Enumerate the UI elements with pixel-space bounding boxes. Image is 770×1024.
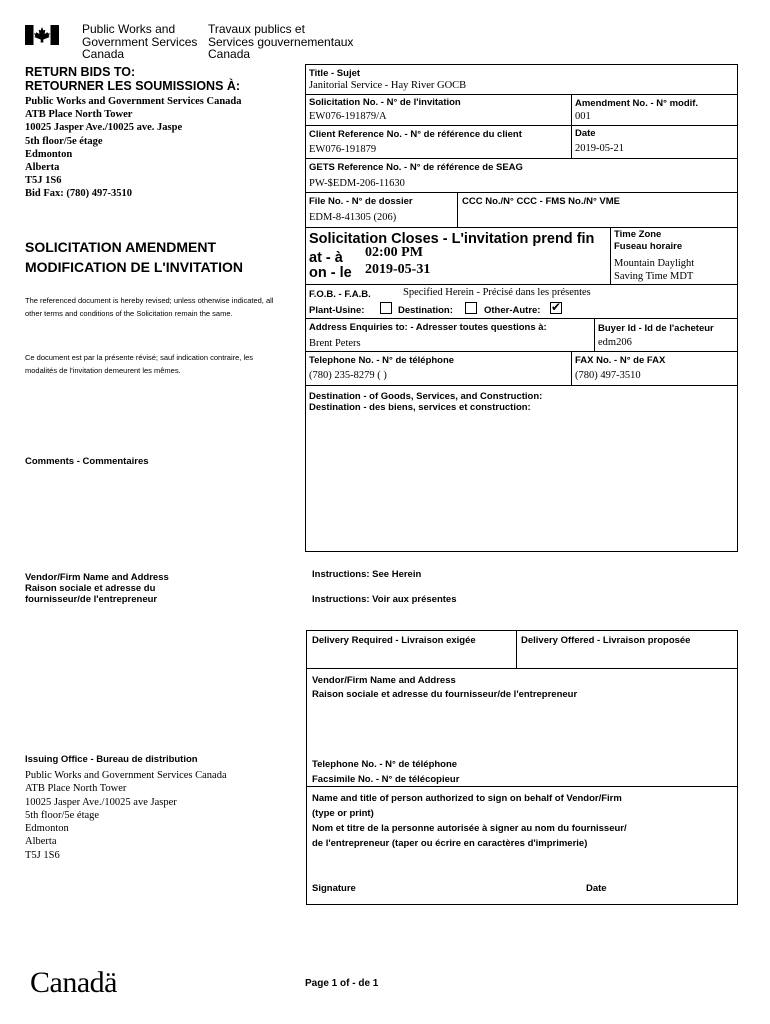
delivery-offered-field[interactable]: [520, 648, 734, 666]
solicitation-number-value: EW076-191879/A: [309, 111, 387, 122]
destination-checkbox[interactable]: [465, 302, 477, 314]
other-autre-checkbox[interactable]: [550, 302, 562, 314]
vendor-firm-label-left: Vendor/Firm Name and Address Raison sociale et adresse du fournisseur/de l'entrepreneur: [25, 572, 169, 605]
time-zone-value: Mountain Daylight Saving Time MDT: [614, 258, 695, 282]
buyer-id-label: Buyer Id - Id de l'acheteur: [598, 323, 714, 334]
amendment-number-value: 001: [575, 111, 591, 122]
authorized-person-field[interactable]: [310, 852, 734, 878]
telephone-value: (780) 235-8279 ( ): [309, 370, 387, 381]
plant-usine-checkbox[interactable]: [380, 302, 392, 314]
delivery-required-label: Delivery Required - Livraison exigée: [312, 635, 476, 646]
vendor-facsimile-label: Facsimile No. - N° de télécopieur: [312, 774, 460, 785]
time-zone-label: Time Zone Fuseau horaire: [614, 229, 683, 252]
title-label: Title - Sujet: [309, 68, 361, 79]
page-number: Page 1 of - de 1: [305, 978, 379, 989]
return-bids-address: Public Works and Government Services Canada ATB Place North Tower 10025 Jasper Ave./10025 ave. Jaspe 5th floor/5e étage Edmonton Alberta T5J 1S6 Bid Fax: (780) 497-3510: [25, 96, 242, 200]
ccc-fms-label: CCC No./N° CCC - FMS No./N° VME: [462, 196, 621, 207]
solicitation-closes-label: Solicitation Closes - L'invitation prend fin: [309, 231, 595, 247]
fax-label: FAX No. - N° de FAX: [575, 355, 666, 366]
plant-usine-label: Plant-Usine:: [309, 305, 365, 316]
client-reference-label: Client Reference No. - N° de référence du client: [309, 129, 522, 140]
canada-wordmark: Canadä: [30, 966, 117, 999]
gets-reference-value: PW-$EDM-206-11630: [309, 178, 405, 189]
delivery-offered-label: Delivery Offered - Livraison proposée: [521, 635, 691, 646]
amendment-title: SOLICITATION AMENDMENT MODIFICATION DE L'INVITATION: [25, 239, 243, 275]
fax-value: (780) 497-3510: [575, 370, 641, 381]
amendment-text-en: The referenced document is hereby revised; unless otherwise indicated, all other terms and conditions of the Solicitation remain the same.: [25, 296, 274, 318]
issuing-office-address: Public Works and Government Services Canada ATB Place North Tower 10025 Jasper Ave./10025 ave Jasper 5th floor/5e étage Edmonton Alberta T5J 1S6: [25, 770, 227, 861]
closes-at-value: 02:00 PM: [365, 245, 423, 260]
signature-label: Signature: [312, 883, 356, 894]
return-bids-heading: RETURN BIDS TO: RETOURNER LES SOUMISSIONS À:: [25, 65, 241, 93]
address-enquiries-value: Brent Peters: [309, 338, 361, 349]
date-label: Date: [575, 128, 596, 139]
canada-flag-icon: [25, 25, 59, 45]
closes-on-label: on - le: [309, 265, 352, 281]
file-number-label: File No. - N° de dossier: [309, 196, 413, 207]
date-value: 2019-05-21: [575, 143, 624, 154]
department-name-fr: Travaux publics et Services gouvernementaux Canada: [208, 22, 354, 61]
buyer-id-value: edm206: [598, 337, 632, 348]
instructions-fr: Instructions: Voir aux présentes: [312, 594, 457, 605]
solicitation-number-label: Solicitation No. - N° de l'invitation: [309, 97, 461, 108]
issuing-office-label: Issuing Office - Bureau de distribution: [25, 754, 198, 765]
instructions-en: Instructions: See Herein: [312, 569, 422, 580]
destination-goods-label: Destination - of Goods, Services, and Construction: Destination - des biens, services et construction:: [309, 391, 543, 413]
client-reference-value: EW076-191879: [309, 144, 377, 155]
fob-value: Specified Herein - Précisé dans les présentes: [403, 287, 591, 298]
department-name-en: Public Works and Government Services Canada: [82, 22, 198, 61]
authorized-person-label: Name and title of person authorized to sign on behalf of Vendor/Firm (type or print) Nom et titre de la personne autorisée à signer au nom du fournisseur/ de l'entrepreneur (taper ou écrire en caractères d'imprimerie): [312, 793, 627, 849]
vendor-firm-label: Vendor/Firm Name and Address Raison sociale et adresse du fournisseur/de l'entrepreneur: [312, 675, 578, 700]
address-enquiries-label: Address Enquiries to: - Adresser toutes questions à:: [309, 322, 547, 333]
other-autre-label: Other-Autre:: [484, 305, 541, 316]
signature-date-label: Date: [586, 883, 607, 894]
checkmark-icon: ✔: [551, 300, 562, 314]
comments-label: Comments - Commentaires: [25, 456, 149, 467]
vendor-firm-field[interactable]: [310, 704, 734, 756]
gets-reference-label: GETS Reference No. - N° de référence de SEAG: [309, 162, 523, 173]
file-number-value: EDM-8-41305 (206): [309, 212, 397, 223]
closes-at-label: at - à: [309, 250, 343, 266]
closes-on-value: 2019-05-31: [365, 262, 431, 277]
amendment-text-fr: Ce document est par la présente révisé; sauf indication contraire, les modalités de l'invitation demeurent les mêmes.: [25, 353, 254, 375]
telephone-label: Telephone No. - N° de téléphone: [309, 355, 455, 366]
amendment-number-label: Amendment No. - N° modif.: [575, 98, 699, 109]
delivery-required-field[interactable]: [310, 648, 510, 666]
vendor-telephone-label: Telephone No. - N° de téléphone: [312, 759, 458, 770]
destination-checkbox-label: Destination:: [398, 305, 453, 316]
title-value: Janitorial Service - Hay River GOCB: [309, 80, 467, 91]
fob-label: F.O.B. - F.A.B.: [309, 289, 371, 300]
